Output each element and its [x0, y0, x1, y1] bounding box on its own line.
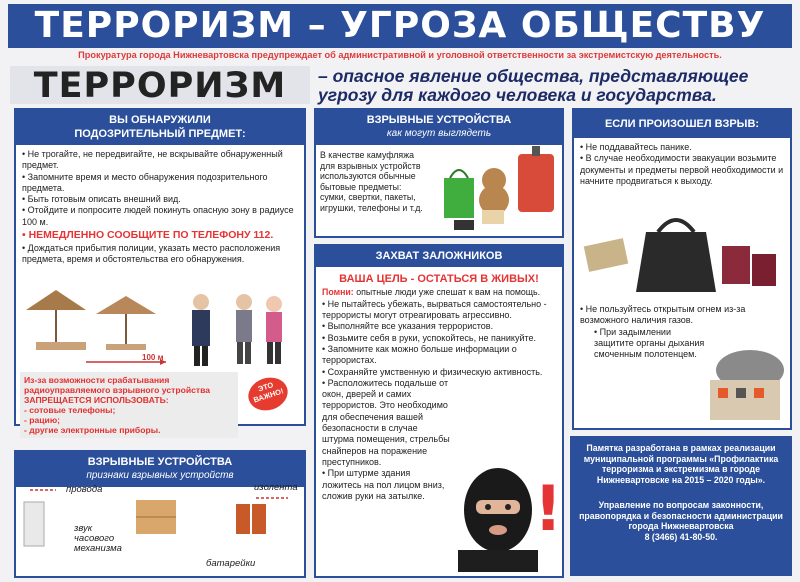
suspicious-list-2 [16, 243, 304, 266]
passport-icon [722, 246, 750, 284]
exclamation-icon: ! [534, 472, 563, 545]
package-icon [482, 210, 504, 224]
list-item: • Отойдите и попросите людей покинуть опасную зону в радиусе 100 м. [22, 205, 298, 228]
shopping-bag-icon [444, 178, 474, 218]
explosion-header: ЕСЛИ ПРОИЗОШЕЛ ВЗРЫВ: [574, 110, 790, 138]
warning-item: - другие электронные приборы. [24, 425, 161, 435]
signs-title: ВЗРЫВНЫЕ УСТРОЙСТВА [87, 456, 233, 468]
devices-look-panel [314, 108, 564, 238]
person-icon [266, 296, 282, 312]
list-item: • Не поддавайтесь панике. [580, 142, 784, 153]
list-item: • Запомните как можно больше информации о террористах. [322, 344, 556, 367]
list-item: • Дождаться прибытия полиции, указать место расположения предмета, время и обстоятельства его обнаружения. [22, 243, 298, 266]
list-item: • Не пользуйтесь открытым огнем из-за возможного наличия газов. [580, 304, 790, 327]
devices-look-header [316, 110, 562, 145]
list-item: • Быть готовым описать внешний вид. [22, 194, 298, 205]
wires-label: провода [66, 484, 103, 495]
prosecutor-notice: Прокуратура города Нижневартовска предупреждает об административной и уголовной ответственности за экстремистскую деятельность. [78, 50, 722, 60]
list-item: • Не пытайтесь убежать, вырваться самостоятельно - террористы могут отреагировать агрессивно. [322, 299, 556, 322]
definition-text: – опасное явление общества, представляющее угрозу для каждого человека и государства. [318, 66, 749, 105]
device-signs-panel [14, 450, 306, 578]
tape-label: изолента [254, 482, 298, 493]
devices-look-title: ВЗРЫВНЫЕ УСТРОЙСТВА [366, 114, 512, 126]
bottle-icon [24, 502, 44, 546]
warning-item: - рацию; [24, 415, 61, 425]
suitcase-icon [518, 154, 554, 212]
contact-phone: 8 (3466) 41-80-50. [644, 531, 718, 542]
hostage-remember [316, 285, 562, 298]
person-icon [236, 294, 252, 310]
masked-terrorist-illustration [456, 462, 546, 572]
list-item: • Возьмите себя в руки, успокойтесь, не паникуйте. [322, 333, 556, 344]
call-112-line: • НЕМЕДЛЕННО СООБЩИТЕ ПО ТЕЛЕФОНУ 112. [22, 229, 274, 242]
suspicious-list [16, 145, 304, 228]
money-icon [584, 238, 629, 272]
everyday-objects-illustration [432, 144, 562, 236]
list-item: • При штурме здания ложитесь на пол лицом вниз, сложив руки на затылке. [322, 468, 452, 502]
handbag-icon [636, 232, 716, 292]
list-item: • В случае необходимости эвакуации возьмите документы и предметы первой необходимости и начните продвигаться к выходу. [580, 153, 784, 187]
program-text: Памятка разработана в рамках реализации муниципальной программы «Профилактика терроризма и экстремизма в городе Нижневартовске на 2015 – 2020 годы». [583, 443, 779, 486]
passport-icon [752, 254, 776, 286]
hostage-list [316, 298, 562, 378]
remember-text: опытные люди уже спешат к вам на помощь. [356, 287, 541, 297]
devices-look-subtitle: как могут выглядеть [386, 128, 492, 139]
clock-sound-label: звук часового механизма [74, 523, 122, 554]
explosion-panel [572, 108, 792, 430]
main-title: ТЕРРОРИЗМ – УГРОЗА ОБЩЕСТВУ [8, 4, 792, 48]
list-item: • Расположитесь подальше от окон, дверей и самих террористов. Это необходимо для обеспечения вашей безопасности в случае штурма помещения, стрельбы снайперов на поражение преступников. [322, 378, 452, 468]
list-item: • Выполняйте все указания террористов. [322, 321, 556, 332]
device-signs-illustration [16, 486, 304, 576]
list-item: • Не трогайте, не передвигайте, не вскрывайте обнаруженный предмет. [22, 149, 298, 172]
definition-word: ТЕРРОРИЗМ [10, 66, 310, 104]
hostage-goal: ВАША ЦЕЛЬ - ОСТАТЬСЯ В ЖИВЫХ! [339, 273, 539, 285]
suspicious-panel-header [16, 110, 304, 145]
program-info-box [570, 436, 792, 576]
warning-intro: Из-за возможности срабатывания радиоуправляемого взрывного устройства ЗАПРЕЩАЕТСЯ ИСПОЛЬЗОВАТЬ: [24, 375, 211, 405]
prohibition-warning [20, 372, 238, 438]
policeman-icon [193, 294, 209, 310]
phone-icon [454, 220, 474, 230]
battery-icon [252, 504, 266, 534]
distance-label: 100 м [142, 353, 164, 362]
signs-subtitle: признаки взрывных устройств [86, 470, 234, 481]
documents-bag-illustration [576, 202, 790, 294]
camouflage-text: В качестве камуфляжа для взрывных устройств используются обычные бытовые предметы: [320, 150, 421, 192]
warning-item: - сотовые телефоны; [24, 405, 116, 415]
battery-icon [236, 504, 250, 534]
hostage-list-2 [316, 378, 458, 502]
building-icon [710, 380, 780, 420]
camouflage-examples: сумки, свертки, пакеты, игрушки, телефоны и т.д. [320, 192, 423, 213]
explosion-list [574, 138, 790, 187]
important-badge: ЭТО ВАЖНО! [244, 373, 292, 416]
suspicious-title-line2: ПОДОЗРИТЕЛЬНЫЙ ПРЕДМЕТ: [74, 128, 246, 140]
hostage-header: ЗАХВАТ ЗАЛОЖНИКОВ [316, 246, 562, 267]
department-text: Управление по вопросам законности, правопорядка и безопасности администрации города Нижневартовска [579, 499, 783, 532]
burning-building-illustration [700, 346, 790, 426]
suspicious-item-panel [14, 108, 306, 435]
suspicious-title-line1: ВЫ ОБНАРУЖИЛИ [109, 114, 211, 126]
remember-label: Помни: [322, 287, 354, 297]
list-item: • Запомните время и место обнаружения подозрительного предмета. [22, 172, 298, 195]
list-item: • При задымлении защитите органы дыхания смоченным полотенцем. [580, 327, 712, 361]
devices-look-text [320, 150, 428, 214]
list-item: • Сохраняйте умственную и физическую активность. [322, 367, 556, 378]
hostage-panel [314, 244, 564, 578]
batteries-label: батарейки [206, 558, 256, 569]
